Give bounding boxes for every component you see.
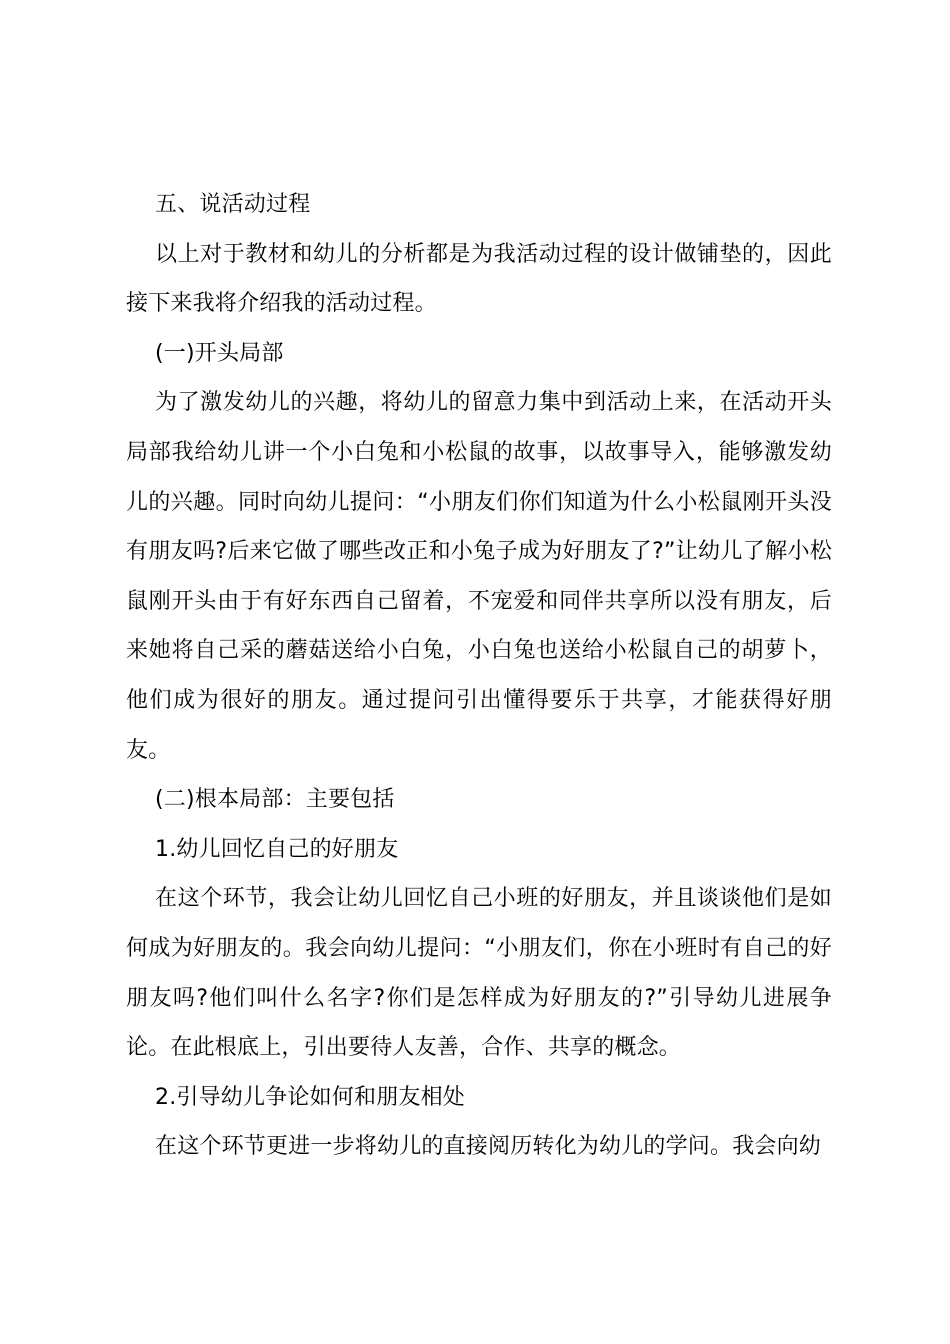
numbered-item-heading: 1.幼儿回忆自己的好朋友 (155, 836, 399, 862)
body-paragraph: 在这个环节，我会让幼儿回忆自己小班的好朋友，并且谈谈他们是如何成为好朋友的。我会向幼儿提问：“小朋友们，你在小班时有自己的好朋友吗?他们叫什么名字?你们是怎样成为好朋友的?”引导幼儿进展争论。在此根底上，引出要待人友善，合作、共享的概念。 (126, 886, 832, 1061)
document-page (126, 180, 832, 1172)
section-heading: 五、说活动过程 (155, 192, 311, 217)
subsection-heading: (二)根本局部：主要包括 (155, 787, 395, 813)
subsection-heading: (一)开头局部 (155, 340, 284, 366)
numbered-item-heading: 2.引导幼儿争论如何和朋友相处 (155, 1084, 465, 1110)
body-paragraph: 以上对于教材和幼儿的分析都是为我活动过程的设计做铺垫的，因此接下来我将介绍我的活动过程。 (126, 241, 832, 317)
body-paragraph: 为了激发幼儿的兴趣，将幼儿的留意力集中到活动上来，在活动开头局部我给幼儿讲一个小白兔和小松鼠的故事，以故事导入，能够激发幼儿的兴趣。同时向幼儿提问：“小朋友们你们知道为什么小松鼠刚开头没有朋友吗?后来它做了哪些改正和小兔子成为好朋友了?”让幼儿了解小松鼠刚开头由于有好东西自己留着，不宠爱和同伴共享所以没有朋友，后来她将自己采的蘑菇送给小白兔，小白兔也送给小松鼠自己的胡萝卜，他们成为很好的朋友。通过提问引出懂得要乐于共享，才能获得好朋友。 (126, 390, 832, 763)
body-paragraph: 在这个环节更进一步将幼儿的直接阅历转化为幼儿的学问。我会向幼 (155, 1134, 822, 1160)
